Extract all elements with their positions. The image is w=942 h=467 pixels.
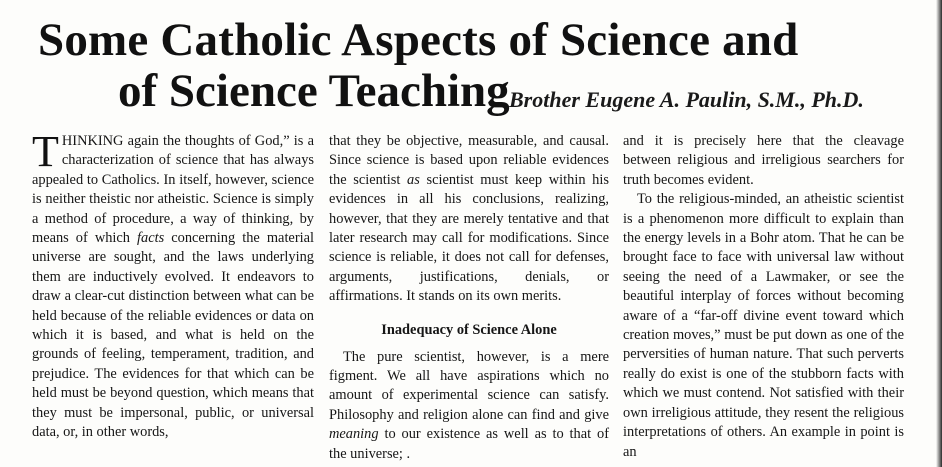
paragraph-text: that they be objective, measurable, and causal. Since science is based upon reliable evidences the scientist: [329, 133, 609, 188]
paragraph-text: scientist must keep within his evidences in all his conclusions, realizing, however, that they are merely tentative and that later research may call for modifications. Since science is reliable, it does not call for defenses, arguments, justifications, denials, or affirmations. It stands on its own merits.: [329, 171, 609, 305]
paragraph: [329, 132, 609, 307]
drop-cap: T: [32, 127, 59, 176]
emphasis-text: facts: [137, 230, 165, 247]
paragraph-text: concerning the material universe are sought, and the laws underlying them are inductively evolved. It endeavors to draw a clear-cut distinction between what can be held because of the reliable evidences or data on which it is based, and what is held on the grounds of feeling, temperament, tradition, and prejudice. The evidences for that which can be held must be beyond question, which means that they must be impersonal, public, or universal data, or, in other words,: [32, 230, 314, 441]
article-title-line-1: Some Catholic Aspects of Science and: [38, 14, 799, 66]
emphasis-text: meaning: [329, 426, 379, 443]
article-title-line-2: of Science Teaching: [118, 65, 510, 117]
paragraph-text: The pure scientist, however, is a mere figment. We all have aspirations which no amount of experimental science can satisfy. Philosophy and religion alone can find and give: [329, 348, 609, 423]
author-byline: Brother Eugene A. Paulin, S.M., Ph.D.: [509, 87, 864, 112]
paragraph-text: to our existence as well as to that of the universe; .: [329, 426, 609, 462]
page-edge-shadow: [936, 0, 942, 467]
paragraph: [32, 127, 314, 443]
emphasis-text: as: [407, 171, 420, 188]
text-column-1: [32, 127, 314, 443]
paragraph: To the religious-minded, an atheistic scientist is a phenomenon more difficult to explain than the energy levels in a Bohr atom. That he can be brought face to face with universal law without seeing the need of a Lawmaker, or see the beautiful interplay of forces without becoming aware of a “far-off divine event toward which creation moves,” must be put down as one of the perversities of human nature. That such perverts really do exist is one of the stubborn facts with which we must contend. Not satisfied with their own irreligious attitude, they resent the religious interpretations of others. An example in point is an: [623, 191, 904, 460]
paragraph-text: HINKING again the thoughts of God,” is a characterization of science that has always appealed to Catholics. In itself, however, science is neither theistic nor atheistic. Science is simply a method of procedure, a way of thinking, by means of which: [32, 133, 314, 247]
text-column-3: [623, 132, 904, 462]
paragraph: [329, 348, 609, 464]
paragraph: and it is precisely here that the cleavage between religious and irreligious searchers for truth becomes evident.: [623, 133, 904, 188]
section-subheading: Inadequacy of Science Alone: [381, 321, 557, 338]
text-column-2: [329, 132, 609, 464]
